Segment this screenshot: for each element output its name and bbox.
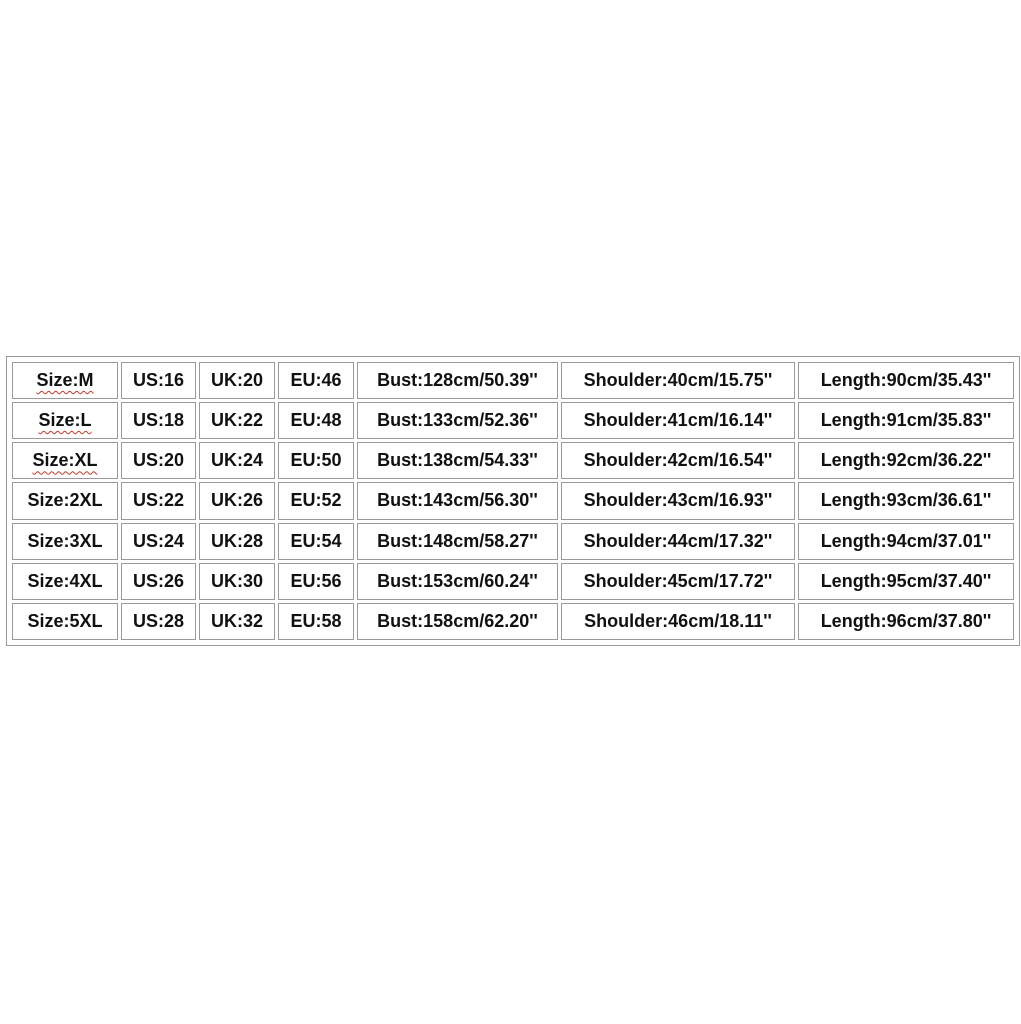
shoulder-cell: Shoulder:42cm/16.54'' [561,442,795,479]
table-row [12,603,1014,640]
size-cell: Size:M [12,362,118,399]
uk-size-cell: UK:20 [199,362,275,399]
length-cell: Length:96cm/37.80'' [798,603,1014,640]
shoulder-cell: Shoulder:44cm/17.32'' [561,523,795,560]
length-cell: Length:91cm/35.83'' [798,402,1014,439]
bust-cell: Bust:128cm/50.39'' [357,362,558,399]
table-row [12,523,1014,560]
us-size-cell: US:22 [121,482,196,519]
us-size-cell: US:26 [121,563,196,600]
eu-size-cell: EU:50 [278,442,354,479]
bust-cell: Bust:138cm/54.33'' [357,442,558,479]
bust-cell: Bust:158cm/62.20'' [357,603,558,640]
bust-cell: Bust:153cm/60.24'' [357,563,558,600]
shoulder-cell: Shoulder:45cm/17.72'' [561,563,795,600]
table-row [12,402,1014,439]
size-cell: Size:XL [12,442,118,479]
uk-size-cell: UK:30 [199,563,275,600]
eu-size-cell: EU:48 [278,402,354,439]
size-cell: Size:4XL [12,563,118,600]
eu-size-cell: EU:46 [278,362,354,399]
length-cell: Length:95cm/37.40'' [798,563,1014,600]
bust-cell: Bust:148cm/58.27'' [357,523,558,560]
size-cell: Size:L [12,402,118,439]
table-row [12,563,1014,600]
size-cell: Size:5XL [12,603,118,640]
uk-size-cell: UK:22 [199,402,275,439]
uk-size-cell: UK:24 [199,442,275,479]
size-cell: Size:2XL [12,482,118,519]
shoulder-cell: Shoulder:46cm/18.11'' [561,603,795,640]
eu-size-cell: EU:56 [278,563,354,600]
us-size-cell: US:20 [121,442,196,479]
length-cell: Length:90cm/35.43'' [798,362,1014,399]
bust-cell: Bust:143cm/56.30'' [357,482,558,519]
shoulder-cell: Shoulder:40cm/15.75'' [561,362,795,399]
table-row [12,482,1014,519]
uk-size-cell: UK:26 [199,482,275,519]
us-size-cell: US:24 [121,523,196,560]
length-cell: Length:92cm/36.22'' [798,442,1014,479]
uk-size-cell: UK:28 [199,523,275,560]
size-chart-table [6,356,1020,646]
table-row [12,442,1014,479]
shoulder-cell: Shoulder:41cm/16.14'' [561,402,795,439]
uk-size-cell: UK:32 [199,603,275,640]
shoulder-cell: Shoulder:43cm/16.93'' [561,482,795,519]
length-cell: Length:94cm/37.01'' [798,523,1014,560]
length-cell: Length:93cm/36.61'' [798,482,1014,519]
eu-size-cell: EU:54 [278,523,354,560]
eu-size-cell: EU:58 [278,603,354,640]
size-cell: Size:3XL [12,523,118,560]
us-size-cell: US:18 [121,402,196,439]
table-row [12,362,1014,399]
us-size-cell: US:28 [121,603,196,640]
bust-cell: Bust:133cm/52.36'' [357,402,558,439]
eu-size-cell: EU:52 [278,482,354,519]
us-size-cell: US:16 [121,362,196,399]
